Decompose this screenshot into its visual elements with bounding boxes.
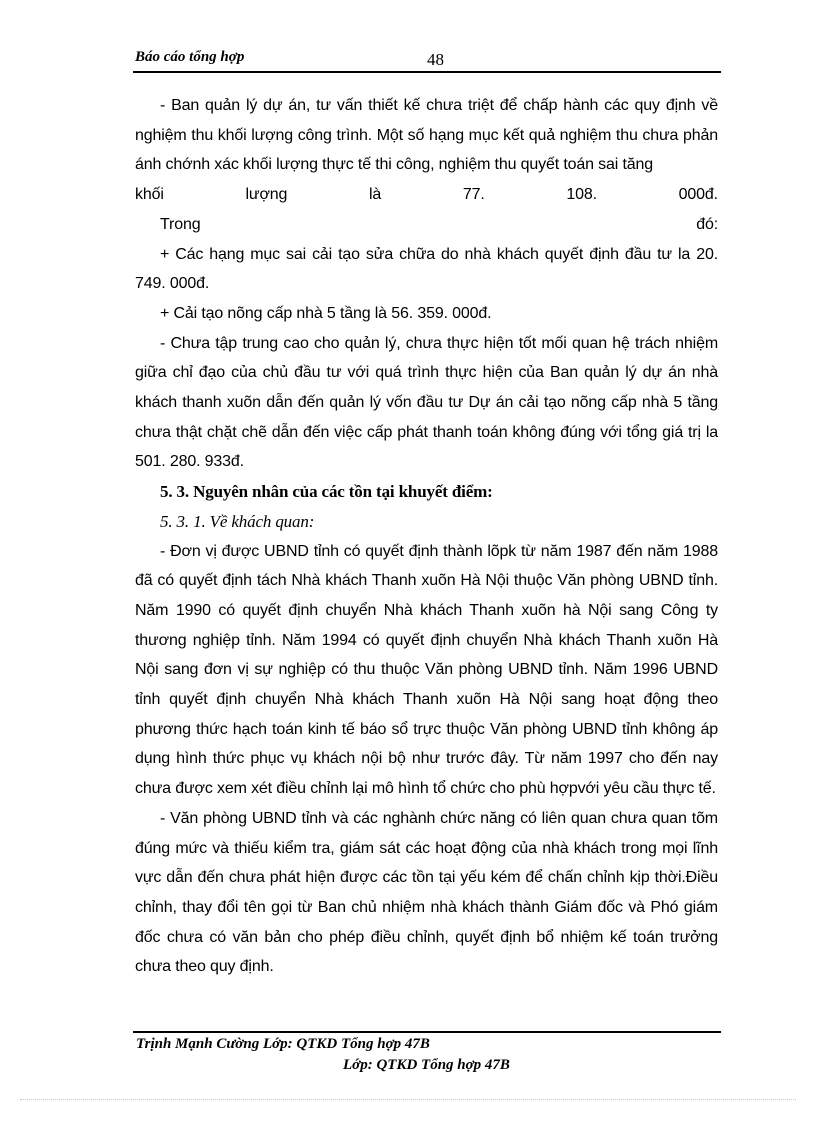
spread-word: đó: [696,215,718,233]
spread-line-volume [135,180,718,210]
spread-word: khối [135,186,164,204]
paragraph-office: - Văn phòng UBND tỉnh và các nghành chức năng có liên quan chưa quan tõm đúng mức và thiếu kiểm tra, giám sát các hoạt động của nhà khách trong mọi lĩnh vực dẫn đến chưa phát hiện được các tồn tại yếu kém để chấn chỉnh kịp thời.Điều chỉnh, thay đổi tên gọi từ Ban chủ nhiệm nhà khách thành Giám đốc và Phó giám đốc chưa có văn bản cho phép điều chỉnh, quyết định bổ nhiệm kế toán trưởng chưa theo quy định. [135,809,718,976]
header-divider [133,71,721,73]
subsection-heading: 5. 3. 1. Về khách quan: [160,511,315,531]
document-body [135,91,718,982]
paragraph-upgrade: + Cải tạo nõng cấp nhà 5 tầng là 56. 359. 000đ. [160,304,492,322]
footer-author: Trịnh Mạnh Cường Lớp: QTKD Tổng hợp 47B [136,1036,430,1052]
paragraph-history: - Đơn vị được UBND tỉnh có quyết định thành lõpk từ năm 1987 đến năm 1988 đã có quyết định tách Nhà khách Thanh xuõn Hà Nội thuộc Văn phòng UBND tỉnh. Năm 1990 có quyết định chuyển Nhà khách Thanh xuõn hà Nội sang Công ty thương nghiệp tỉnh. Năm 1994 có quyết định chuyển Nhà khách Thanh xuõn Hà Nội sang đơn vị sự nghiệp có thu thuộc Văn phòng UBND tỉnh. Năm 1996 UBND tỉnh quyết định chuyển Nhà khách Thanh xuõn Hà Nội sang hoạt động theo phương thức hạch toán kinh tế báo sổ trực thuộc Văn phòng UBND tỉnh không áp dụng hình thức phục vụ khách nội bộ như trước đây. Từ năm 1997 cho đến nay chưa được xem xét điều chỉnh lại mô hình tổ chức cho phù hợpvới yêu cầu thực tế. [135,542,718,798]
page-number: 48 [427,50,444,69]
spread-word: lượng [245,186,288,204]
paragraph-repair-items: + Các hạng mục sai cải tạo sửa chữa do nhà khách quyết định đầu tư la 20. 749. 000đ. [135,245,718,293]
header-title: Báo cáo tổng hợp [135,49,245,65]
spread-word: 000đ. [678,186,718,204]
section-heading: 5. 3. Nguyên nhân của các tồn tại khuyết điểm: [160,482,493,502]
paragraph-management: - Chưa tập trung cao cho quản lý, chưa thực hiện tốt mối quan hệ trách nhiệm giữa chỉ đạo của chủ đầu tư với quá trình thực hiện của Ban quản lý dự án nhà khách thanh xuõn dẫn đến quản lý vốn đầu tư Dự án cải tạo nõng cấp nhà 5 tầng chưa thật chặt chẽ dẫn đến việc cấp phát thanh toán không đúng với tổng giá trị la 501. 280. 933đ. [135,334,718,471]
spread-line-trong-do [135,210,718,240]
paragraph-acceptance: - Ban quản lý dự án, tư vấn thiết kế chưa triệt để chấp hành các quy định về nghiệm thu khối lượng công trình. Một số hạng mục kết quả nghiệm thu chưa phản ánh chớnh xác khối lượng thực tế thi công, nghiệm thu quyết toán sai tăng [135,97,718,174]
spread-word: 108. [566,186,597,204]
page-bottom-edge [20,1099,796,1100]
footer-class: Lớp: QTKD Tổng hợp 47B [343,1057,510,1073]
spread-word: 77. [462,186,485,204]
spread-word: Trong [160,215,201,233]
spread-word: là [369,186,382,204]
footer-divider [133,1031,721,1033]
